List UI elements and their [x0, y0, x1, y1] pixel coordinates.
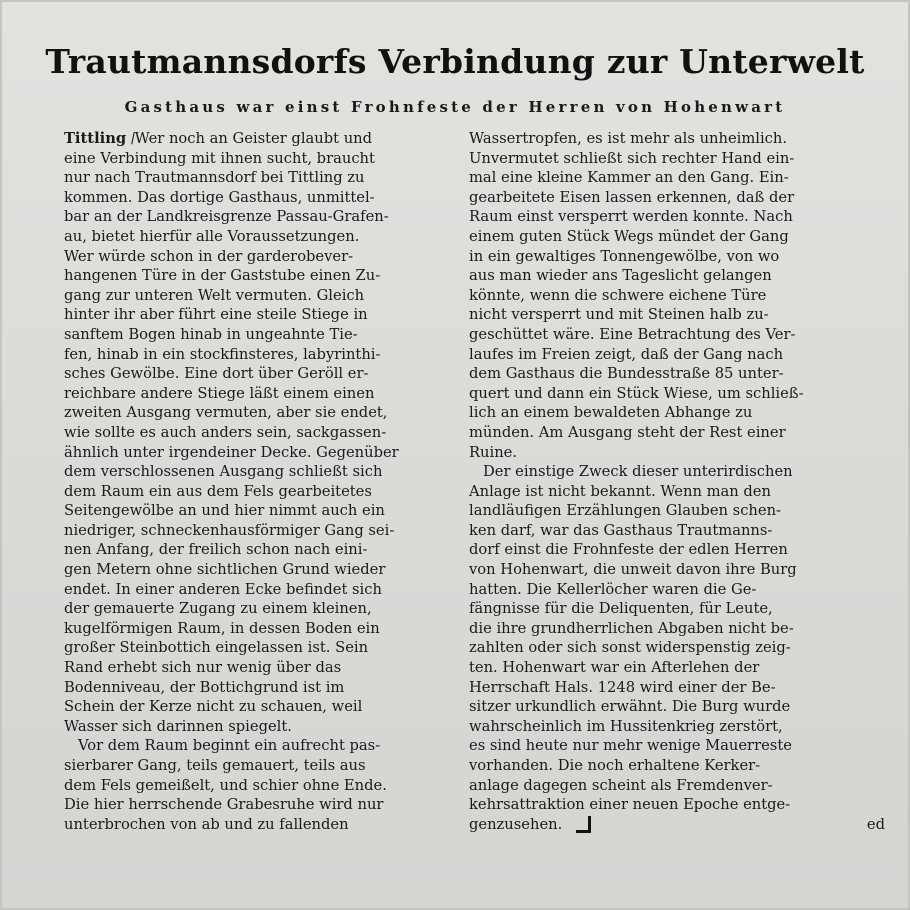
text-line: sches Gewölbe. Eine dort über Geröll er- [64, 365, 369, 383]
text-line: großer Steinbottich eingelassen ist. Sein [64, 639, 369, 657]
author-signature: ed [866, 815, 885, 833]
text-line: geschüttet wäre. Eine Betrachtung des Ver- [469, 325, 796, 343]
text-line: genzusehen. ed [469, 815, 885, 833]
text-line: gen Metern ohne sichtlichen Grund wieder [64, 561, 386, 579]
text-line: Anlage ist nicht bekannt. Wenn man den [469, 482, 771, 500]
text-line: mal eine kleine Kammer an den Gang. Ein- [469, 169, 789, 187]
text-line: der gemauerte Zugang zu einem kleinen, [64, 600, 372, 618]
article-title: Trautmannsdorfs Verbindung zur Unterwelt [45, 42, 865, 81]
text-line: Wer würde schon in der garderobever- [64, 247, 354, 265]
text-line: Tittling /Wer noch an Geister glaubt und [64, 130, 373, 147]
text-line: dem Fels gemeißelt, und schier ohne Ende. [64, 776, 387, 794]
text-line: gearbeitete Eisen lassen erkennen, daß der [469, 188, 795, 206]
text-line: hinter ihr aber führt eine steile Stiege in [64, 306, 368, 324]
text-line: eine Verbindung mit ihnen sucht, braucht [64, 149, 375, 167]
text-line: dem verschlossenen Ausgang schließt sich [64, 463, 383, 481]
dateline: Tittling [64, 130, 127, 147]
text-line: könnte, wenn die schwere eichene Türe [469, 286, 767, 304]
text-line: von Hohenwart, die unweit davon ihre Burg [469, 561, 797, 579]
text-line: Unvermutet schließt sich rechter Hand ein- [469, 149, 795, 167]
text-line: nen Anfang, der freilich schon nach eini- [64, 541, 368, 559]
text-line: ähnlich unter irgendeiner Decke. Gegenüber [64, 443, 399, 461]
text-line: quert und dann ein Stück Wiese, um schließ- [469, 384, 804, 402]
text-line: Wassertropfen, es ist mehr als unheimlich. [469, 130, 788, 147]
text-line: Seitengewölbe an und hier nimmt auch ein [64, 502, 385, 520]
text-line: kommen. Das dortige Gasthaus, unmittel- [64, 188, 375, 206]
text-line: unterbrochen von ab und zu fallenden [64, 815, 349, 833]
text-line: sierbarer Gang, teils gemauert, teils aus [64, 757, 366, 774]
dateline-mark: / [127, 130, 136, 147]
text-line: Ruine. [469, 443, 518, 461]
text-line: anlage dagegen scheint als Fremdenver- [469, 776, 773, 794]
text-line: sanftem Bogen hinab in ungeahnte Tie- [64, 325, 358, 343]
text-line: Die hier herrschende Grabesruhe wird nur [64, 796, 384, 814]
text-line: wahrscheinlich im Hussitenkrieg zerstört, [469, 717, 783, 735]
text-line: dorf einst die Frohnfeste der edlen Herren [469, 541, 788, 559]
text-line: dem Raum ein aus dem Fels gearbeitetes [64, 482, 372, 500]
text-line: kehrsattraktion einer neuen Epoche entge- [469, 796, 791, 814]
text-line: endet. In einer anderen Ecke befindet sich [64, 580, 382, 598]
text-line: lich an einem bewaldeten Abhange zu [469, 404, 753, 422]
text-line: Vor dem Raum beginnt ein aufrecht pas- [78, 737, 381, 755]
text-line: münden. Am Ausgang steht der Rest einer [469, 423, 786, 441]
text-line: reichbare andere Stiege läßt einem einen [64, 384, 375, 402]
text-line: aus man wieder ans Tageslicht gelangen [469, 267, 772, 285]
text-line: niedriger, schneckenhausförmiger Gang sei- [64, 521, 395, 539]
text-line: Raum einst versperrt werden konnte. Nach [469, 208, 793, 226]
text-line: dem Gasthaus die Bundesstraße 85 unter- [469, 365, 784, 383]
text-line: die ihre grundherrlichen Abgaben nicht be- [469, 619, 794, 637]
text-line: laufes im Freien zeigt, daß der Gang nach [469, 345, 784, 363]
text-line: Der einstige Zweck dieser unterirdischen [483, 463, 793, 481]
text-line: Wasser sich darinnen spiegelt. [64, 717, 292, 735]
text-line: fen, hinab in ein stockfinsteres, labyrinthi- [64, 345, 381, 363]
text-line: gang zur unteren Welt vermuten. Gleich [64, 286, 365, 304]
text-line: fängnisse für die Deliquenten, für Leute, [469, 600, 773, 618]
text-line: nur nach Trautmannsdorf bei Tittling zu [64, 169, 365, 187]
text-line: ten. Hohenwart war ein Afterlehen der [469, 659, 760, 677]
text-line: es sind heute nur mehr wenige Mauerreste [469, 737, 792, 755]
end-mark-icon [576, 816, 591, 833]
right-column [469, 129, 885, 834]
text-line: hangenen Türe in der Gaststube einen Zu- [64, 267, 381, 285]
text-line: einem guten Stück Wegs mündet der Gang [469, 227, 789, 245]
text-line: Rand erhebt sich nur wenig über das [64, 659, 342, 677]
text-line: landläufigen Erzählungen Glauben schen- [469, 502, 781, 520]
text-line: zweiten Ausgang vermuten, aber sie endet, [64, 404, 388, 422]
left-column [64, 129, 448, 834]
text-line: hatten. Die Kellerlöcher waren die Ge- [469, 580, 757, 598]
text-line: bar an der Landkreisgrenze Passau-Grafen- [64, 208, 389, 226]
text-line: in ein gewaltiges Tonnengewölbe, von wo [469, 247, 780, 265]
text-line: kugelförmigen Raum, in dessen Boden ein [64, 619, 380, 637]
text-line: Bodenniveau, der Bottichgrund ist im [64, 678, 345, 696]
text-line: au, bietet hierfür alle Voraussetzungen. [64, 227, 360, 245]
text-line: nicht versperrt und mit Steinen halb zu- [469, 306, 769, 324]
text-line: vorhanden. Die noch erhaltene Kerker- [469, 757, 761, 774]
text-line: Herrschaft Hals. 1248 wird einer der Be- [469, 678, 776, 696]
article-subtitle: Gasthaus war einst Frohnfeste der Herren von Hohenwart [124, 98, 786, 116]
text-line: Schein der Kerze nicht zu schauen, weil [64, 698, 363, 716]
text-line: sitzer urkundlich erwähnt. Die Burg wurde [469, 698, 791, 716]
text-line: wie sollte es auch anders sein, sackgassen- [64, 423, 387, 441]
text-line: ken darf, war das Gasthaus Trautmanns- [469, 521, 773, 539]
text-line: zahlten oder sich sonst widerspenstig zeig- [469, 639, 791, 657]
